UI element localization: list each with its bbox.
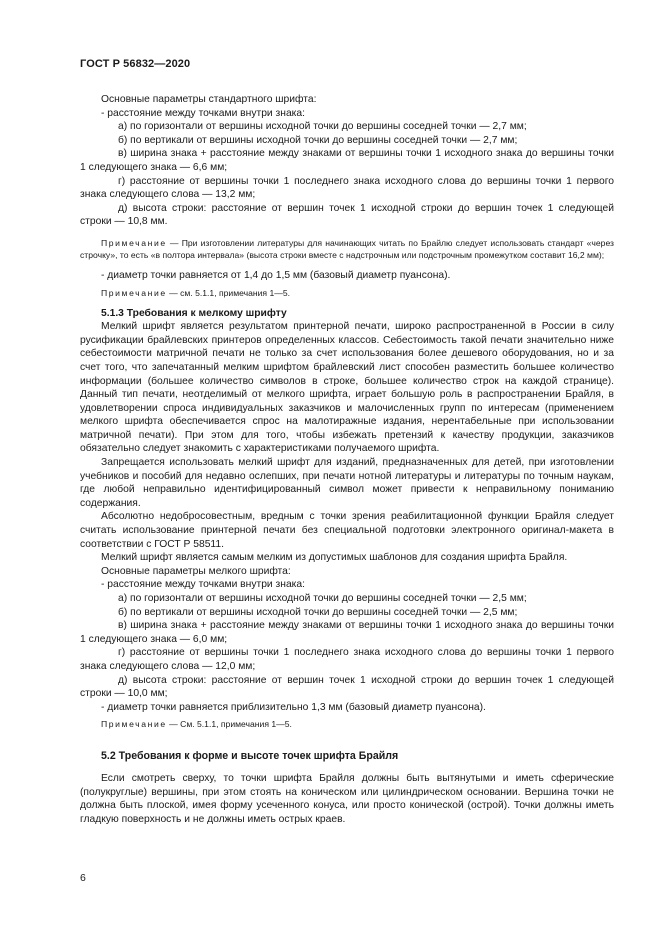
note-text: — См. 5.1.1, примечания 1—5.: [166, 719, 292, 730]
page-number: 6: [80, 872, 86, 884]
note-label: Примечание: [101, 287, 167, 298]
note-text: — см. 5.1.1, примечания 1—5.: [166, 287, 291, 298]
section-5-1-3-heading: 5.1.3 Требования к мелкому шрифту: [101, 307, 287, 319]
small-paragraph-1: Мелкий шрифт является результатом принтерной печати, широко распространенной в России в силу русификации брайлевских принтеров определенных классов. Себестоимость такой печати значительно ниже себестоимости матричной печати не только за счет использования более дешевого оборудования, но и за счет того, что запечатанный мелким шрифтом брайлевский лист способен разместить большее количество информации (большее количество символов в строке, большее количество строк на каждой странице). Данный тип печати, неотделимый от мелкого шрифта, играет большую роль в распространении Брайля, в удовлетворении спроса индивидуальных заказчиков и малочисленных групп по интересам (применением мелкого шрифта обеспечивается спрос на малотиражные издания, нерентабельные при использовании матричной печати). При этом для того, чтобы избежать претензий к качеству продукции, заказчиков обязательно следует знакомить с характеристиками получаемого шрифта.: [80, 321, 614, 455]
note-label: Примечание: [101, 719, 167, 730]
small-item-c: в) ширина знака + расстояние между знаками от вершины точки 1 исходного знака до вершины точки 1 следующего знака — 6,0 мм;: [80, 620, 614, 645]
standard-item-c: в) ширина знака + расстояние между знаками от вершины точки 1 исходного знака до вершины точки 1 следующего знака — 6,6 мм;: [80, 148, 614, 173]
small-paragraph-2: Запрещается использовать мелкий шрифт для изданий, предназначенных для детей, при изготовлении учебников и пособий для недавно ослепших, при печати нотной литературы и литературы по точным наукам, где любой неправильно идентифицированный символ может привести к неправильному пониманию содержания.: [80, 457, 614, 509]
small-params-intro: Основные параметры мелкого шрифта:: [101, 565, 291, 577]
standard-item-a: а) по горизонтали от вершины исходной точки до вершины соседней точки — 2,7 мм;: [118, 121, 527, 133]
standard-item-d: г) расстояние от вершины точки 1 последнего знака исходного слова до вершины точки 1 первого знака следующего слова — 13,2 мм;: [80, 175, 614, 201]
standard-note-1: [80, 237, 614, 261]
document-code-header: ГОСТ Р 56832—2020: [80, 58, 191, 70]
small-paragraph-3: Абсолютно недобросовестным, вредным с точки зрения реабилитационной функции Брайля следует считать использование принтерной печати без специальной подготовки электронного оригинал-макета в соответствии с ГОСТ Р 58511.: [80, 511, 614, 550]
note-text: — При изготовлении литературы для начинающих читать по Брайлю следует использовать стандарт «через строчку», то есть «в полтора интервала» (высота строки вместе с надстрочным или подстрочным промежутком составит 16,2 мм);: [80, 237, 614, 260]
standard-diameter-item: - диаметр точки равняется от 1,4 до 1,5 мм (базовый диаметр пуансона).: [101, 269, 451, 281]
document-body: [80, 93, 614, 826]
small-dot-spacing-item: - расстояние между точками внутри знака:: [101, 579, 305, 591]
section-5-2-heading: 5.2 Требования к форме и высоте точек шрифта Брайля: [101, 750, 399, 763]
small-item-b: б) по вертикали от вершины исходной точки до вершины соседней точки — 2,5 мм;: [118, 606, 518, 618]
standard-note-2: [80, 287, 614, 299]
section-5-2-paragraph: Если смотреть сверху, то точки шрифта Брайля должны быть вытянутыми и иметь сферические (полукруглые) вершины, при этом стоять на коническом или цилиндрическом основании. Вершина точки не должна быть плоской, имея форму усеченного конуса, или просто конической (острой). Точки должны иметь гладкую поверхность и не должны иметь острых краев.: [80, 772, 614, 825]
small-paragraph-4: Мелкий шрифт является самым мелким из допустимых шаблонов для создания шрифта Брайля.: [101, 552, 568, 564]
standard-params-intro: Основные параметры стандартного шрифта:: [101, 94, 317, 105]
standard-dot-spacing-item: - расстояние между точками внутри знака:: [101, 107, 305, 119]
standard-item-b: б) по вертикали от вершины исходной точки до вершины соседней точки — 2,7 мм;: [118, 134, 518, 146]
small-item-a: а) по горизонтали от вершины исходной точки до вершины соседней точки — 2,5 мм;: [118, 593, 527, 604]
small-item-d: г) расстояние от вершины точки 1 последнего знака исходного слова до вершины точки 1 первого знака следующего слова — 12,0 мм;: [80, 647, 614, 672]
small-diameter-item: - диаметр точки равняется приблизительно 1,3 мм (базовый диаметр пуансона).: [101, 701, 486, 713]
small-note: [80, 718, 614, 730]
small-item-e: д) высота строки: расстояние от вершин точек 1 исходной строки до вершин точек 1 следующей строки — 10,0 мм;: [80, 674, 614, 700]
standard-item-e: д) высота строки: расстояние от вершин точек 1 исходной строки до вершин точек 1 следующей строки — 10,8 мм.: [80, 202, 614, 228]
note-label: Примечание: [101, 237, 167, 248]
